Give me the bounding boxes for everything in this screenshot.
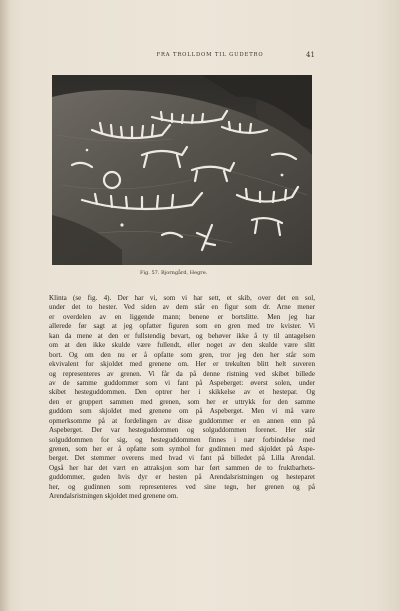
- text-line: allerede før sagt at jeg opfatter figuren som en gren med tre kvister. Vi: [49, 322, 315, 331]
- text-line: Også her har det vært en attraksjon som har ført sammen de to fruktbarhets-: [49, 463, 315, 472]
- text-line: grenen, som her er å opfatte som symbol for gudinnen med skjoldet på Aspe-: [49, 445, 315, 453]
- text-line: guddom som skjoldet med grenene om på Aspeberget. Men vi må være: [49, 407, 315, 416]
- text-line: ekvivalent for skjoldet med grenene om. Her er trekulten blitt helt suveren: [49, 360, 315, 369]
- text-line: solguddommen for sig, og hesteguddommen finnes i nær forbindelse med: [49, 435, 315, 444]
- text-line: den er gruppert sammen med grenen, som her er uttrykk for den samme: [49, 397, 315, 406]
- page-number: 41: [306, 51, 315, 59]
- rock-carving-photograph-icon: [52, 75, 312, 265]
- text-line: Aspeberget. Der var hesteguddommen og solguddommen forenet. Her står: [49, 426, 315, 435]
- text-line: og representeres av grenen. Vi får da på denne ristning ved skibet billede: [49, 369, 315, 378]
- body-text: [49, 294, 315, 502]
- text-line: Klinta (se fig. 4). Der har vi, som vi har sett, et skib, over det en sol,: [49, 294, 315, 302]
- page-gutter-shadow: [0, 0, 10, 611]
- text-line: guddommer, guden hvis dyr er hesten på Arendalsristningen og hesteparet: [49, 473, 315, 482]
- text-line: bort. Og om den nu er å opfatte som gren, tror jeg den her står som: [49, 350, 315, 359]
- text-line: berget. Det stemmer overens med hvad vi fant på billedet på Lilla Arendal.: [49, 454, 315, 463]
- figure-caption: Fig. 57. Bjorngård, Hegre.: [140, 270, 208, 276]
- text-line: er overdelen av en liggende mann; benene er bortslitte. Men jeg har: [49, 312, 315, 321]
- text-line: om at den ikke skulde være fullendt, eller noget av den skulde være slitt: [49, 341, 315, 350]
- text-line: skibet hesteguddommen. Den optrer her i skikkelse av et hestepar. Og: [49, 388, 315, 397]
- rock-carving-photo: [52, 75, 312, 265]
- text-line: her, og gudinnen som representeres ved sine tegn, her grenen og på: [49, 482, 315, 491]
- text-line: under det to hester. Ved siden av dem står en figur som dr. Arne mener: [49, 303, 315, 312]
- text-line: Arendalsristningen skjoldet med grenene om.: [49, 492, 179, 501]
- text-line: kan da mene at den er fullstendig bevart, og behøver ikke å ty til antagelsen: [49, 331, 315, 340]
- text-line: av de samme guddommer som vi fant på Aspeberget: øverst solen, under: [49, 378, 315, 387]
- text-line: opmerksomme på at fordelingen av disse guddommer er en annen enn på: [49, 416, 315, 425]
- running-title: FRA TROLLDOM TIL GUDETRO: [156, 52, 264, 58]
